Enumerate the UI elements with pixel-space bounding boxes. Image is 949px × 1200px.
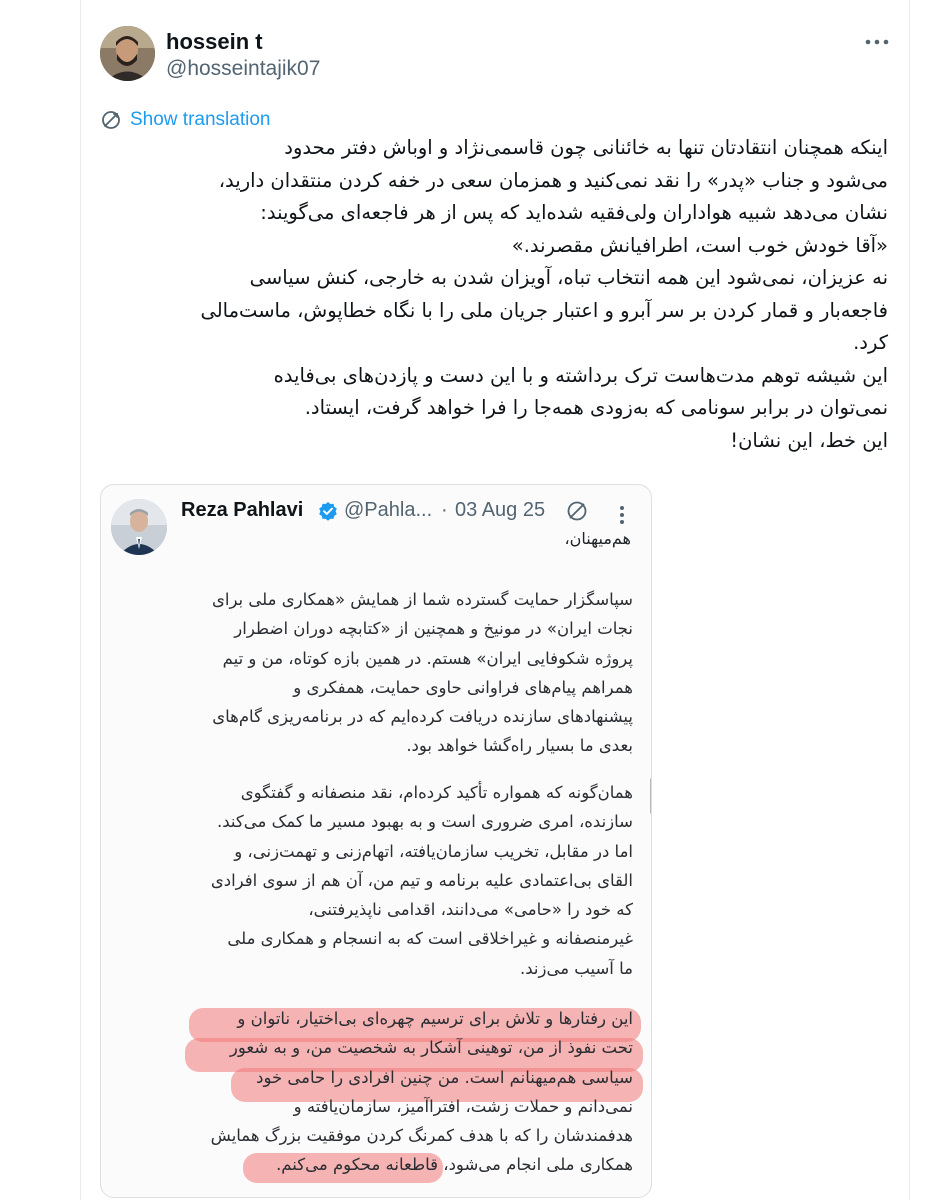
quoted-line: ما آسیب می‌زند. (519, 958, 633, 978)
quoted-paragraph-3 (211, 1004, 633, 1180)
quoted-line: القای بی‌اعتمادی علیه برنامه و تیم من، آن هم از سوی افرادی (210, 870, 633, 890)
tweet-line: نشان می‌دهد شبیه هواداران ولی‌فقیه شده‌اید که پس از هر فاجعه‌ای می‌گویند: (260, 201, 888, 224)
quoted-author-avatar (111, 499, 167, 555)
tweet-line: این شیشه توهم مدت‌هاست ترک برداشته و با این دست و پازدن‌های بی‌فایده (273, 363, 888, 387)
quoted-line: سازنده، امری ضروری است و به بهبود مسیر ما کمک می‌کند. (217, 812, 633, 832)
quoted-line: غیرمنصفانه و غیراخلاقی است که به انسجام و همکاری ملی (227, 929, 633, 949)
translate-icon (100, 109, 122, 131)
quoted-line: نمی‌دانم و حملات زشت، افتراآمیز، سازمان‌یافته و (293, 1096, 633, 1116)
quoted-line: این رفتارها و تلاش برای ترسیم چهره‌ای بی‌اختیار، ناتوان و (237, 1009, 633, 1028)
author-avatar[interactable] (100, 26, 155, 81)
tweet-line: «آقا خودش خوب است، اطرافیانش مقصرند.» (511, 233, 888, 257)
quoted-line: اما در مقابل، تخریب سازمان‌یافته، اتهام‌زنی و تهمت‌زنی، و (234, 841, 633, 861)
quoted-line: نجات ایران» در مونیخ و همچنین از «کتابچه دوران اضطرار (234, 619, 633, 639)
quoted-line: که خود را «حامی» می‌دانند، اقدامی ناپذیرفتنی، (308, 900, 633, 920)
quoted-greeting: هم‌میهنان، (564, 529, 631, 548)
quoted-author-name: Reza Pahlavi (181, 499, 304, 521)
quoted-post-date: 03 Aug 25 (455, 499, 546, 521)
tweet-line: اینکه همچنان انتقادتان تنها به خائنانی چون قاسمی‌نژاد و اوباش دفتر محدود (284, 136, 888, 159)
quoted-translate-icon (565, 499, 589, 523)
tweet-line: این خط، این نشان! (730, 428, 888, 452)
author-name[interactable]: hossein t (166, 29, 263, 54)
quoted-line: همان‌گونه که همواره تأکید کرده‌ام، نقد منصفانه و گفتگوی (240, 783, 633, 802)
show-translation-label: Show translation (130, 109, 271, 130)
quoted-line: همکاری ملی انجام می‌شود، قاطعانه محکوم می‌کنم. (276, 1155, 633, 1175)
quoted-line: سیاسی هم‌میهنانم است. من چنین افرادی را حامی خود (256, 1067, 633, 1087)
quoted-author-handle: @Pahla... (344, 499, 433, 521)
tweet-line: فاجعه‌بار و قمار کردن بر سر آبرو و اعتبار جریان ملی را با نگاه خطاپوش، ماست‌مالی (200, 298, 888, 322)
quoted-line: همراهم پیام‌های فراوانی حاوی حمایت، همفکری و (293, 677, 633, 697)
tweet-line: کرد. (853, 331, 888, 354)
tweet-line: نه عزیزان، نمی‌شود این همه انتخاب تباه، آویزان شدن به خارجی، کنش سیاسی (249, 266, 888, 289)
author-handle[interactable]: @hosseintajik07 (166, 57, 321, 80)
quoted-line: تحت نفوذ از من، توهینی آشکار به شخصیت من، و به شعور (229, 1038, 633, 1058)
show-translation-button[interactable] (100, 106, 270, 134)
quoted-line: سپاسگزار حمایت گسترده شما از همایش «همکاری ملی برای (211, 590, 633, 609)
quoted-more-icon (615, 504, 629, 528)
tweet-line: می‌شود و جناب «پدر» را نقد نمی‌کنید و همزمان سعی در خفه کردن منتقدان دارید، (218, 168, 888, 192)
tweet-line: نمی‌توان در برابر سونامی که به‌زودی همه‌جا را فرا خواهد گرفت، ایستاد. (304, 396, 888, 419)
verified-badge-icon (318, 501, 338, 521)
quoted-line: هدفمندشان را که با هدف کمرنگ کردن موفقیت بزرگ همایش (210, 1126, 633, 1146)
quoted-line: بعدی ما بسیار راه‌گشا خواهد بود. (406, 736, 633, 756)
more-options-icon[interactable] (862, 30, 892, 54)
quoted-paragraph-1 (212, 585, 633, 761)
embedded-post-screenshot[interactable] (100, 484, 652, 1198)
quoted-line: پیشنهادهای سازنده دریافت کرده‌ایم که در برنامه‌ریزی گام‌های (212, 707, 633, 727)
quoted-paragraph-2 (211, 778, 633, 983)
quoted-line: پروژه شکوفایی ایران» هستم. در همین بازه کوتاه، من و تیم (222, 648, 633, 668)
meta-separator: · (441, 499, 448, 521)
tweet-text (98, 132, 888, 457)
scrollbar-tick (650, 778, 652, 814)
